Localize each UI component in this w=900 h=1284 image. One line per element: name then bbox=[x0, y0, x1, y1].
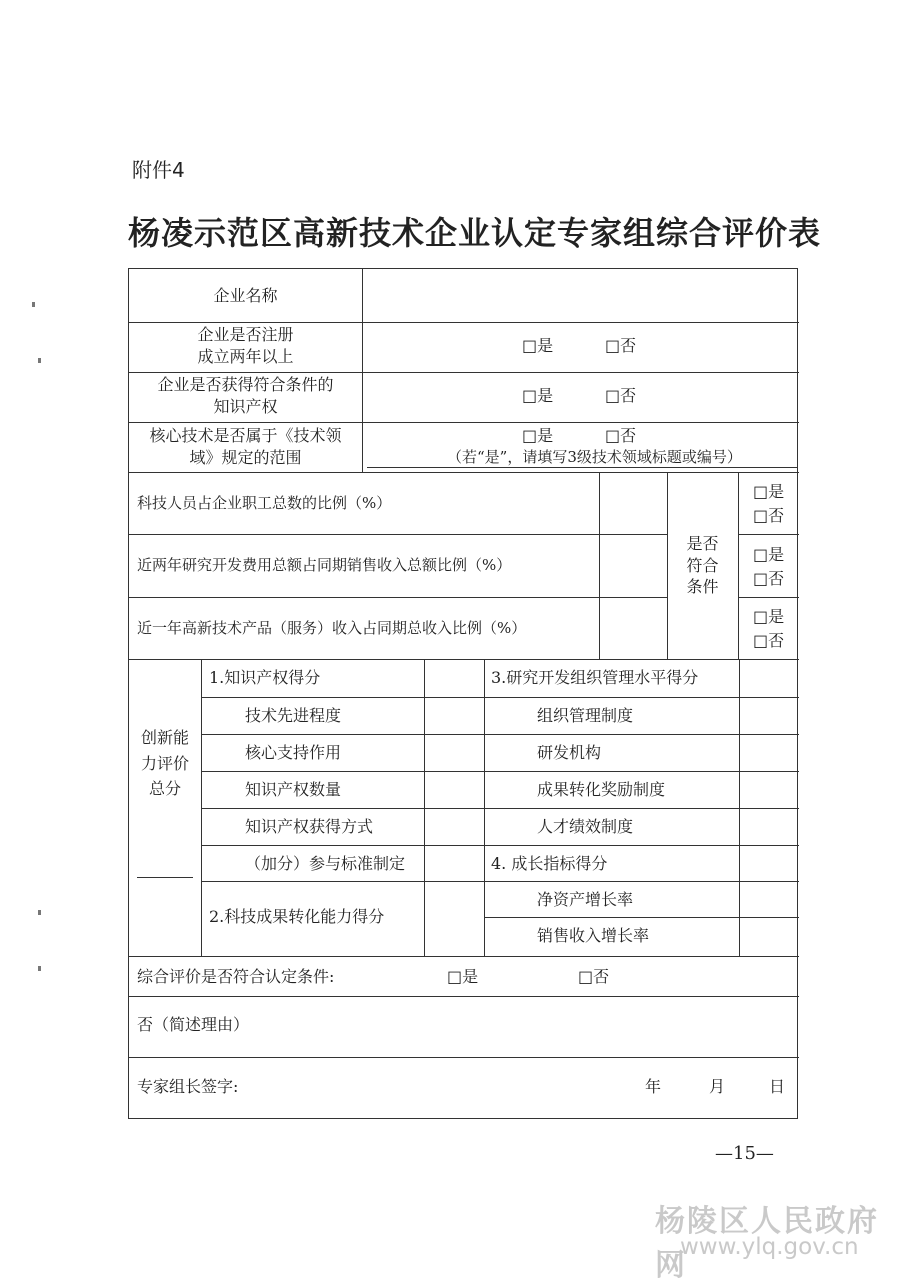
overall-no-checkbox[interactable]: □否 bbox=[578, 967, 610, 986]
ip-no-checkbox[interactable]: □否 bbox=[605, 386, 637, 405]
ratio-product-no-checkbox[interactable]: □否 bbox=[753, 631, 785, 650]
ratio-staff-value[interactable] bbox=[600, 473, 666, 533]
ip-item: 核心支持作用 bbox=[245, 743, 342, 762]
ip-item: 知识产权获得方式 bbox=[245, 817, 374, 836]
margin-mark bbox=[38, 966, 41, 971]
rd-item: 组织管理制度 bbox=[537, 706, 634, 725]
ratio-rd-label: 近两年研究开发费用总额占同期销售收入总额比例（%） bbox=[137, 556, 512, 574]
meets-criteria-label: 是否 符合 条件 bbox=[686, 534, 719, 597]
ratio-product-yes-checkbox[interactable]: □是 bbox=[753, 607, 785, 626]
transfer-score-label: 2.科技成果转化能力得分 bbox=[209, 907, 385, 926]
registration-question: 企业是否注册 成立两年以上 bbox=[197, 325, 294, 366]
watermark-url: www.ylq.gov.cn bbox=[680, 1234, 859, 1260]
ip-item: 技术先进程度 bbox=[245, 706, 342, 725]
signature-label: 专家组长签字: bbox=[137, 1077, 239, 1096]
tech-field-no-checkbox[interactable]: □否 bbox=[605, 426, 637, 445]
date-month: 月 bbox=[709, 1077, 726, 1096]
growth-score-label: 4. 成长指标得分 bbox=[491, 854, 608, 873]
rd-item: 人才绩效制度 bbox=[537, 817, 634, 836]
ip-yes-checkbox[interactable]: □是 bbox=[522, 386, 554, 405]
ratio-product-value[interactable] bbox=[600, 598, 666, 658]
overall-evaluation-label: 综合评价是否符合认定条件: bbox=[137, 967, 335, 986]
ip-item: 知识产权数量 bbox=[245, 780, 342, 799]
rd-score-label: 3.研究开发组织管理水平得分 bbox=[491, 668, 699, 687]
tech-field-question: 核心技术是否属于《技术领 域》规定的范围 bbox=[149, 426, 342, 467]
ip-question: 企业是否获得符合条件的 知识产权 bbox=[157, 375, 334, 416]
reason-label: 否（简述理由） bbox=[137, 1015, 250, 1034]
company-name-field[interactable] bbox=[363, 270, 797, 321]
registration-yes-checkbox[interactable]: □是 bbox=[522, 336, 554, 355]
reason-field[interactable] bbox=[269, 999, 797, 1055]
ip-score-label: 1.知识产权得分 bbox=[209, 668, 321, 687]
margin-mark bbox=[32, 302, 35, 307]
ratio-rd-yes-checkbox[interactable]: □是 bbox=[753, 545, 785, 564]
page-number: —15— bbox=[715, 1143, 774, 1164]
margin-mark bbox=[38, 358, 41, 363]
evaluation-table bbox=[128, 268, 798, 1119]
overall-yes-checkbox[interactable]: □是 bbox=[447, 967, 479, 986]
ip-item: （加分）参与标准制定 bbox=[245, 854, 406, 873]
date-year: 年 bbox=[645, 1077, 662, 1096]
watermark-name: 杨陵区人民政府网 bbox=[655, 1204, 879, 1283]
date-day: 日 bbox=[769, 1077, 786, 1096]
tech-field-note: （若“是”，请填写3级技术领域标题或编号） bbox=[447, 448, 742, 466]
ratio-staff-label: 科技人员占企业职工总数的比例（%） bbox=[137, 494, 392, 512]
growth-item: 净资产增长率 bbox=[537, 890, 634, 909]
ratio-staff-yes-checkbox[interactable]: □是 bbox=[753, 482, 785, 501]
ratio-staff-no-checkbox[interactable]: □否 bbox=[753, 506, 785, 525]
ratio-rd-value[interactable] bbox=[600, 535, 666, 596]
registration-no-checkbox[interactable]: □否 bbox=[605, 336, 637, 355]
tech-field-yes-checkbox[interactable]: □是 bbox=[522, 426, 554, 445]
margin-mark bbox=[38, 910, 41, 915]
ratio-product-label: 近一年高新技术产品（服务）收入占同期总收入比例（%） bbox=[137, 619, 527, 637]
company-name-label: 企业名称 bbox=[213, 286, 278, 305]
innovation-total-label: 创新能 力评价 总分 bbox=[140, 728, 189, 799]
rd-item: 研发机构 bbox=[537, 743, 602, 762]
rd-item: 成果转化奖励制度 bbox=[537, 780, 666, 799]
ratio-rd-no-checkbox[interactable]: □否 bbox=[753, 569, 785, 588]
form-title: 杨凌示范区高新技术企业认定专家组综合评价表 bbox=[128, 214, 822, 252]
growth-item: 销售收入增长率 bbox=[537, 926, 650, 945]
attachment-label: 附件4 bbox=[132, 158, 185, 182]
